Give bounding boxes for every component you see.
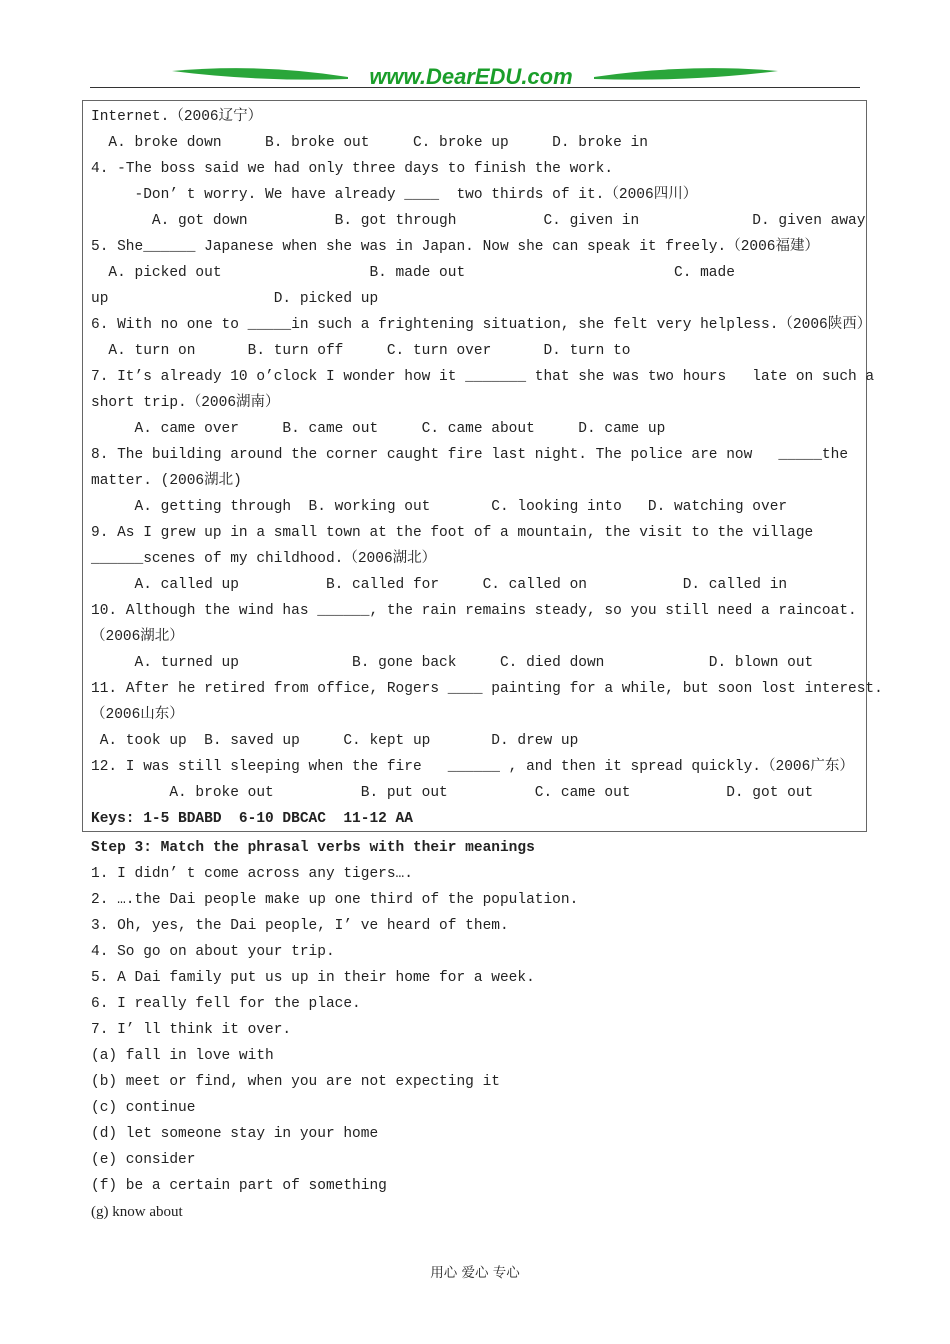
meaning-item: (g) know about — [91, 1204, 183, 1220]
question-line: 4. -The boss said we had only three days to finish the work. — [91, 161, 614, 177]
question-line: A. picked out B. made out C. made — [91, 265, 735, 281]
sentence-item: 2. ….the Dai people make up one third of the population. — [91, 892, 579, 908]
logo-text: www.DearEDU.com — [369, 64, 573, 89]
exercise-box — [82, 100, 867, 832]
question-line: 11. After he retired from office, Rogers ____ painting for a while, but soon lost interest. — [91, 681, 883, 697]
question-line: matter. (2006湖北) — [91, 473, 242, 489]
sentence-item: 4. So go on about your trip. — [91, 944, 335, 960]
question-line: 5. She______ Japanese when she was in Japan. Now she can speak it freely.（2006福建） — [91, 239, 820, 255]
question-line: A. took up B. saved up C. kept up D. drew up — [91, 733, 579, 749]
header-divider — [90, 87, 860, 88]
question-line: 6. With no one to _____in such a frightening situation, she felt very helpless.（2006陕西） — [91, 317, 872, 333]
question-line: 9. As I grew up in a small town at the foot of a mountain, the visit to the village — [91, 525, 814, 541]
site-logo — [0, 58, 950, 98]
page-footer: 用心 爱心 专心 — [430, 1265, 520, 1281]
question-line: Internet.（2006辽宁） — [91, 109, 263, 125]
logo-swoosh-left — [172, 68, 348, 80]
question-line: （2006湖北） — [91, 629, 184, 645]
question-line: 8. The building around the corner caught fire last night. The police are now _____the — [91, 447, 849, 463]
sentence-item: 7. I’ ll think it over. — [91, 1022, 292, 1038]
question-line: （2006山东） — [91, 707, 184, 723]
sentence-item: 5. A Dai family put us up in their home for a week. — [91, 970, 535, 986]
site-header — [0, 58, 950, 98]
sentence-item: 6. I really fell for the place. — [91, 996, 361, 1012]
question-line: 10. Although the wind has ______, the rain remains steady, so you still need a raincoat. — [91, 603, 857, 619]
logo-swoosh-right — [594, 68, 778, 80]
question-line: A. getting through B. working out C. looking into D. watching over — [91, 499, 788, 515]
question-line: ______scenes of my childhood.（2006湖北） — [91, 551, 437, 567]
meaning-item: (c) continue — [91, 1100, 196, 1116]
question-line: A. broke out B. put out C. came out D. got out — [91, 785, 814, 801]
meaning-item: (b) meet or find, when you are not expecting it — [91, 1074, 500, 1090]
question-line: A. turned up B. gone back C. died down D. blown out — [91, 655, 814, 671]
question-line: A. broke down B. broke out C. broke up D. broke in — [91, 135, 648, 151]
step3-title: Step 3: Match the phrasal verbs with their meanings — [91, 840, 535, 856]
meaning-item: (f) be a certain part of something — [91, 1178, 387, 1194]
question-line: -Don’ t worry. We have already ____ two thirds of it.（2006四川） — [91, 187, 698, 203]
question-line: A. turn on B. turn off C. turn over D. turn to — [91, 343, 631, 359]
question-line: A. called up B. called for C. called on D. called in — [91, 577, 788, 593]
question-line: up D. picked up — [91, 291, 379, 307]
meaning-item: (e) consider — [91, 1152, 196, 1168]
question-line: A. came over B. came out C. came about D. came up — [91, 421, 666, 437]
question-line: A. got down B. got through C. given in D. given away — [91, 213, 866, 229]
meaning-item: (a) fall in love with — [91, 1048, 274, 1064]
sentence-item: 3. Oh, yes, the Dai people, I’ ve heard of them. — [91, 918, 509, 934]
answer-keys: Keys: 1-5 BDABD 6-10 DBCAC 11-12 AA — [91, 811, 413, 827]
question-line: 7. It’s already 10 o’clock I wonder how it _______ that she was two hours late on such a — [91, 369, 875, 385]
question-line: short trip.（2006湖南） — [91, 395, 280, 411]
sentence-item: 1. I didn’ t come across any tigers…. — [91, 866, 413, 882]
question-line: 12. I was still sleeping when the fire ______ , and then it spread quickly.（2006广东） — [91, 759, 854, 775]
meaning-item: (d) let someone stay in your home — [91, 1126, 379, 1142]
